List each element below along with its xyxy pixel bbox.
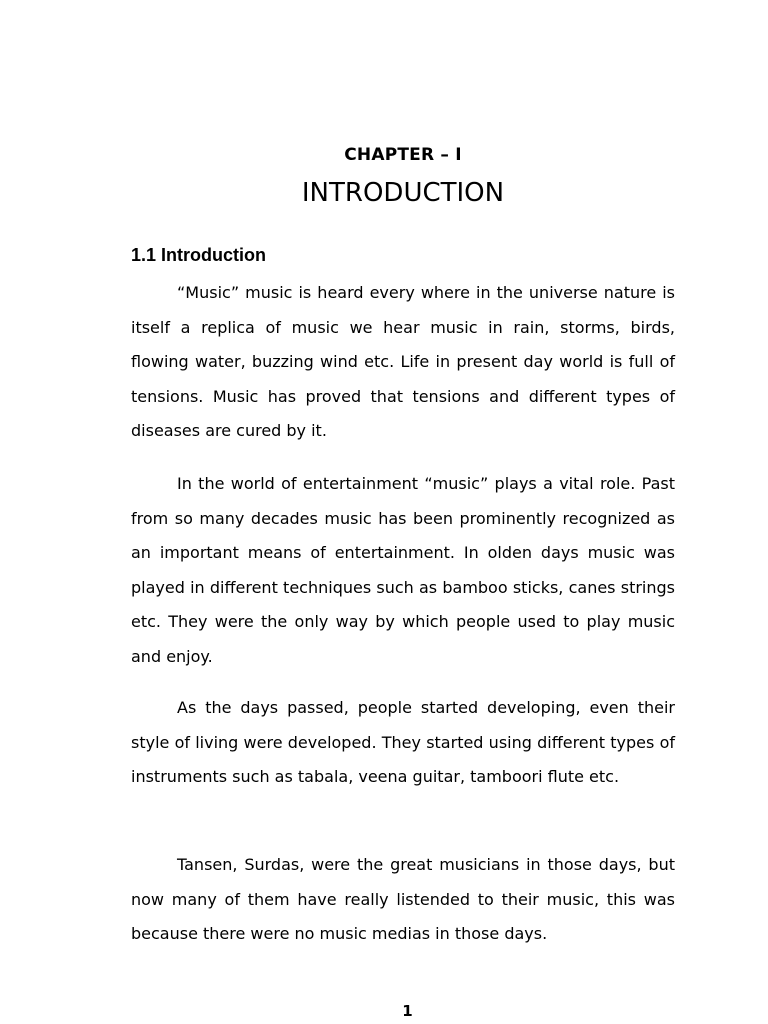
paragraph-1 xyxy=(131,276,675,449)
paragraph-3 xyxy=(131,691,675,795)
paragraph-text: Tansen, Surdas, were the great musicians in those days, but now many of them have really listended to their music, this was because there were no music medias in those days. xyxy=(131,855,675,943)
paragraph-text: “Music” music is heard every where in the universe nature is itself a replica of music we hear music in rain, storms, birds, flowing water, buzzing wind etc. Life in present day world is full of tensions. Music has proved that tensions and different types of diseases are cured by it. xyxy=(131,283,675,440)
paragraph-4 xyxy=(131,848,675,952)
chapter-label: CHAPTER – I xyxy=(344,145,462,165)
paragraph-text: In the world of entertainment “music” plays a vital role. Past from so many decades music has been prominently recognized as an important means of entertainment. In olden days music was played in different techniques such as bamboo sticks, canes strings etc. They were the only way by which people used to play music and enjoy. xyxy=(131,474,675,666)
section-heading: 1.1 Introduction xyxy=(131,245,266,265)
paragraph-2 xyxy=(131,467,675,674)
paragraph-text: As the days passed, people started developing, even their style of living were developed. They started using different types of instruments such as tabala, veena guitar, tamboori flute etc. xyxy=(131,698,675,786)
chapter-title: INTRODUCTION xyxy=(301,178,505,208)
page-number: 1 xyxy=(402,1002,413,1020)
